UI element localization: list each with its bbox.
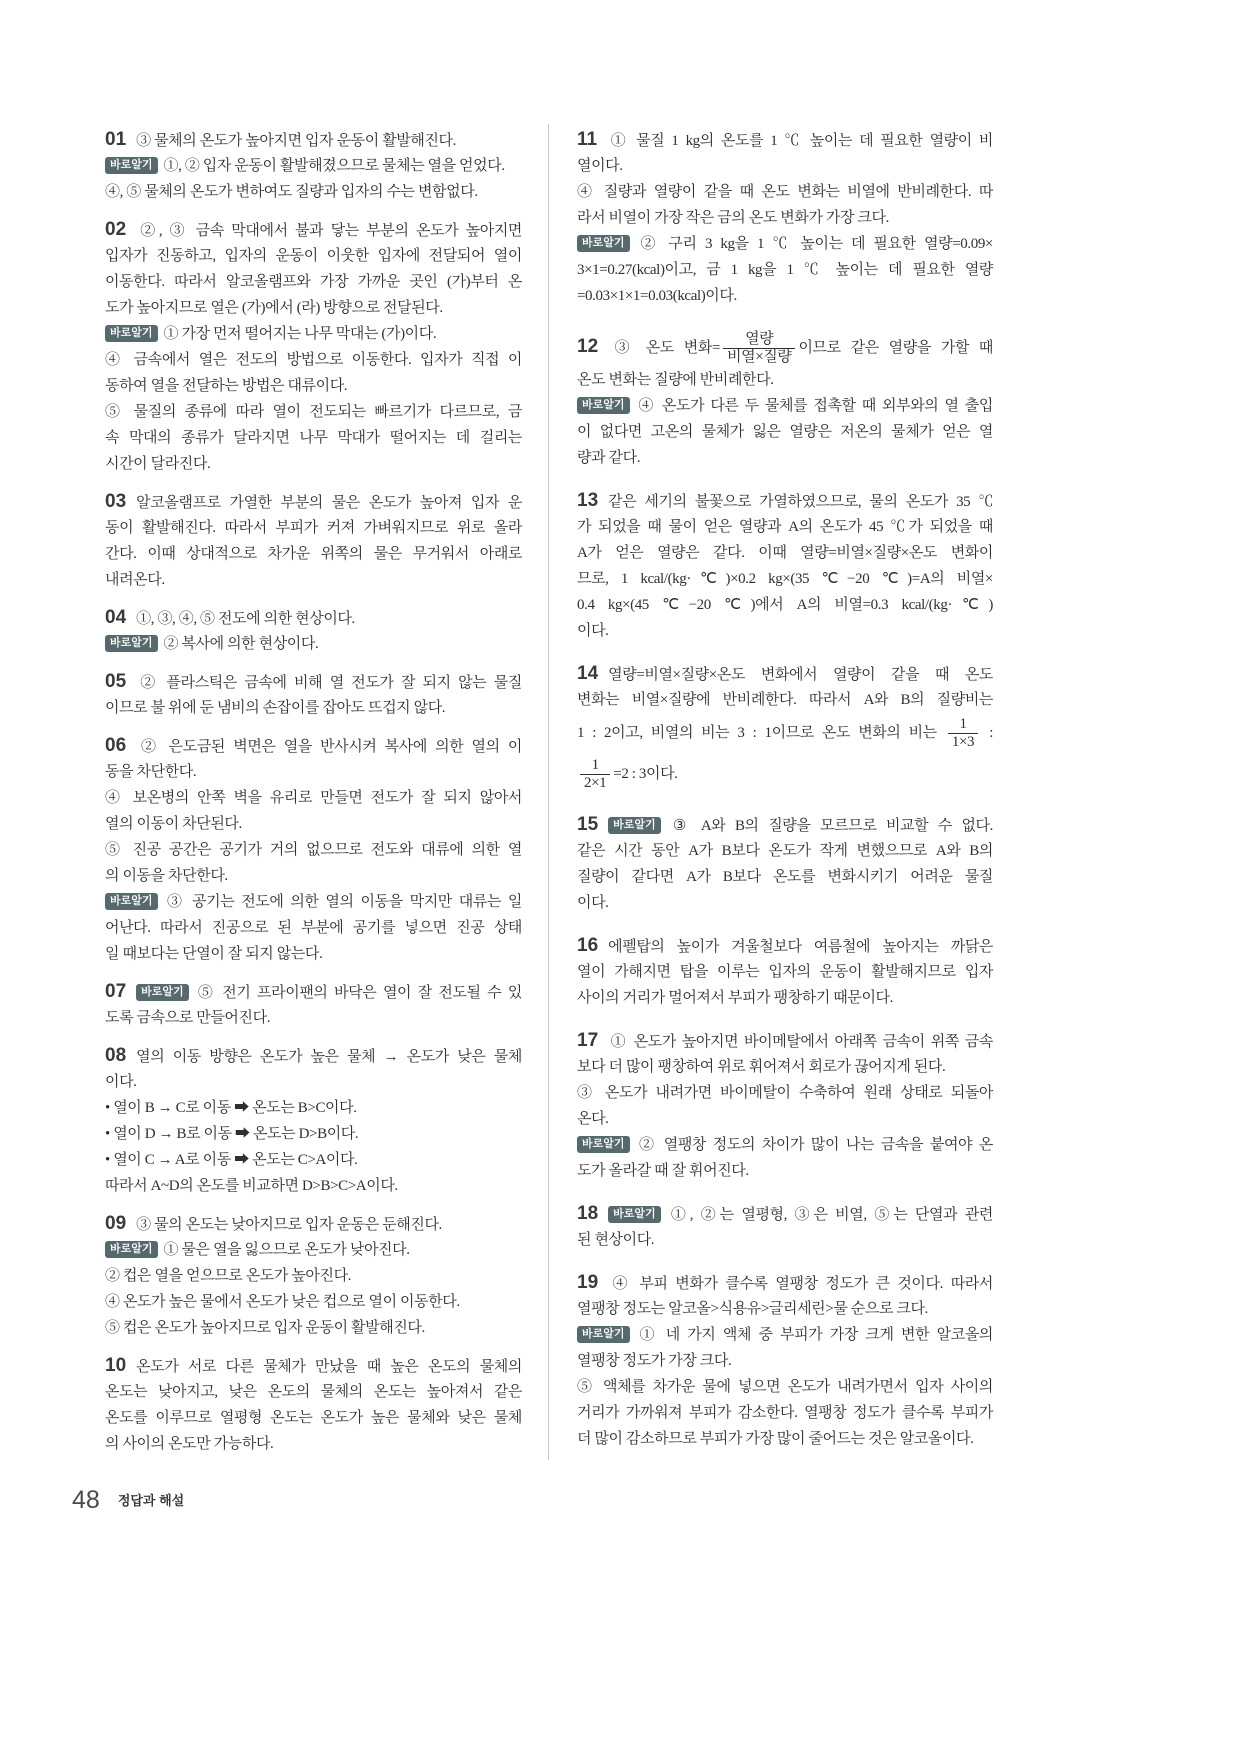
line-text: : xyxy=(981,725,994,741)
line-text: ② 구리 3 kg을 1 ℃ 높이는 데 필요한 열량=0.09× xyxy=(635,236,993,252)
answer-item xyxy=(577,1201,993,1253)
correction-badge: 바로알기 xyxy=(105,325,158,342)
text-line xyxy=(577,1132,993,1158)
page-number: 48 xyxy=(72,1486,100,1514)
item-number: 15 xyxy=(577,814,599,835)
line-text: ③ 온도 변화= xyxy=(608,340,721,356)
correction-badge: 바로알기 xyxy=(577,397,630,414)
line-text: ① 온도가 높아지면 바이메탈에서 아래쪽 금속이 위쪽 금속 xyxy=(608,1034,993,1050)
line-text: ⑤ 컵은 온도가 높아지므로 입자 운동이 활발해진다. xyxy=(105,1320,425,1336)
text-line xyxy=(577,1054,993,1080)
line-text: 가 되었을 때 물이 얻은 열량과 A의 온도가 45 ℃가 되었을 때 xyxy=(577,519,993,535)
line-text: 시간이 달라진다. xyxy=(105,456,211,472)
line-text: ⑤ 액체를 차가운 물에 넣으면 온도가 내려가면서 입자 사이의 xyxy=(577,1379,993,1395)
text-line xyxy=(105,811,522,837)
text-line xyxy=(577,864,993,890)
line-text: ④ 보온병의 안쪽 벽을 유리로 만들면 전도가 잘 되지 않아서 xyxy=(105,790,522,806)
text-line xyxy=(577,540,993,566)
line-text: • 열이 D → B로 이동 ➡ 온도는 D>B이다. xyxy=(105,1126,359,1142)
item-number: 09 xyxy=(105,1213,127,1234)
line-text: ⑤ 물질의 종류에 따라 열이 전도되는 빠르기가 다르므로, 금 xyxy=(105,404,522,420)
text-line xyxy=(105,347,522,373)
item-number: 16 xyxy=(577,935,599,956)
answer-item xyxy=(577,127,993,309)
text-line xyxy=(577,326,993,367)
answer-item xyxy=(105,605,522,657)
line-text: ③ 공기는 전도에 의한 열의 이동을 막지만 대류는 일 xyxy=(163,894,522,910)
line-text: ④ 부피 변화가 클수록 열팽창 정도가 큰 것이다. 따라서 xyxy=(608,1276,993,1292)
text-line xyxy=(105,669,522,695)
text-line xyxy=(577,127,993,153)
line-text: 동을 차단한다. xyxy=(105,764,197,780)
text-line xyxy=(105,785,522,811)
item-number: 12 xyxy=(577,336,599,357)
column-divider xyxy=(548,124,549,1460)
answer-item xyxy=(577,812,993,916)
text-line xyxy=(105,837,522,863)
text-line xyxy=(105,1147,522,1173)
answer-item xyxy=(577,661,993,795)
line-text: A가 얻은 열량은 같다. 이때 열량=비열×질량×온도 변화이 xyxy=(577,545,993,561)
text-line xyxy=(105,217,522,243)
line-text: ④ 금속에서 열은 전도의 방법으로 이동한다. 입자가 직접 이 xyxy=(105,352,522,368)
text-line xyxy=(577,713,993,754)
text-line xyxy=(105,321,522,347)
text-line xyxy=(105,631,522,657)
text-line xyxy=(105,759,522,785)
text-line xyxy=(577,205,993,231)
text-line xyxy=(577,1106,993,1132)
text-line xyxy=(577,445,993,471)
line-text: 온다. xyxy=(577,1111,609,1127)
text-line xyxy=(105,863,522,889)
text-line xyxy=(577,1296,993,1322)
answer-item xyxy=(105,669,522,721)
fraction-denominator: 2×1 xyxy=(584,775,607,792)
correction-badge: 바로알기 xyxy=(577,1136,630,1153)
line-text: 같은 세기의 불꽃으로 가열하였으므로, 물의 온도가 35 ℃ xyxy=(608,494,993,510)
text-line xyxy=(577,231,993,257)
line-text: 온도 변화는 질량에 반비례한다. xyxy=(577,372,774,388)
text-line xyxy=(577,959,993,985)
item-number: 07 xyxy=(105,981,127,1002)
line-text: ④ 질량과 열량이 같을 때 온도 변화는 비열에 반비례한다. 따 xyxy=(577,184,993,200)
line-text: 열팽창 정도가 가장 크다. xyxy=(577,1353,732,1369)
line-text: 간다. 이때 상대적으로 차가운 위쪽의 물은 무거워서 아래로 xyxy=(105,546,522,562)
line-text: ②, ③ 금속 막대에서 불과 닿는 부분의 온도가 높아지면 xyxy=(136,223,522,239)
text-line xyxy=(577,257,993,283)
text-line xyxy=(577,1400,993,1426)
correction-badge: 바로알기 xyxy=(577,1326,630,1343)
text-line xyxy=(577,283,993,309)
line-text: 이다. xyxy=(577,895,609,911)
item-number: 05 xyxy=(105,671,127,692)
line-text: 열이다. xyxy=(577,158,623,174)
line-text: ③ 온도가 내려가면 바이메탈이 수축하여 원래 상태로 되돌아 xyxy=(577,1085,993,1101)
text-line xyxy=(577,618,993,644)
line-text: 도가 올라갈 때 잘 휘어진다. xyxy=(577,1163,749,1179)
line-text: 이다. xyxy=(577,623,609,639)
line-text: ② 복사에 의한 현상이다. xyxy=(163,636,319,652)
line-text: 내려온다. xyxy=(105,572,165,588)
line-text: 라서 비열이 가장 작은 금의 온도 변화가 가장 크다. xyxy=(577,210,889,226)
answer-item xyxy=(577,933,993,1011)
text-line xyxy=(105,1095,522,1121)
item-number: 08 xyxy=(105,1045,127,1066)
line-text: ② 은도금된 벽면은 열을 반사시켜 복사에 의한 열의 이 xyxy=(136,739,522,755)
correction-badge: 바로알기 xyxy=(105,635,158,652)
fraction-numerator: 열량 xyxy=(723,331,795,349)
answer-item xyxy=(105,1353,522,1457)
line-text: 온도가 서로 다른 물체가 만났을 때 높은 온도의 물체의 xyxy=(136,1359,522,1375)
line-text: 속 막대의 종류가 달라지면 나무 막대가 떨어지는 데 걸리는 xyxy=(105,430,522,446)
item-number: 14 xyxy=(577,663,599,684)
text-line xyxy=(577,1270,993,1296)
line-text: 같은 시간 동안 A가 B보다 온도가 작게 변했으므로 A와 B의 xyxy=(577,843,993,859)
text-line xyxy=(105,399,522,425)
text-line xyxy=(577,933,993,959)
line-text: 온도를 이루므로 열평형 온도는 온도가 높은 물체와 낮은 물체 xyxy=(105,1410,522,1426)
text-line xyxy=(105,295,522,321)
text-line xyxy=(577,890,993,916)
line-text: 사이의 거리가 멀어져서 부피가 팽창하기 때문이다. xyxy=(577,990,893,1006)
item-number: 19 xyxy=(577,1272,599,1293)
text-line xyxy=(577,1374,993,1400)
fraction-numerator: 1 xyxy=(580,757,610,775)
line-text: ④, ⑤ 물체의 온도가 변하여도 질량과 입자의 수는 변함없다. xyxy=(105,184,478,200)
text-line xyxy=(577,1322,993,1348)
answer-item xyxy=(577,488,993,644)
line-text: 므로, 1 kcal/(kg·℃)×0.2 kg×(35 ℃−20 ℃)=A의 비열× xyxy=(577,571,993,587)
fraction xyxy=(948,716,978,751)
text-line xyxy=(577,1227,993,1253)
text-line xyxy=(105,979,522,1005)
text-line xyxy=(105,489,522,515)
line-text: 열량=비열×질량×온도 변화에서 열량이 같을 때 온도 xyxy=(608,667,993,683)
correction-badge: 바로알기 xyxy=(105,893,158,910)
text-line xyxy=(105,451,522,477)
line-text: 동하여 열을 전달하는 방법은 대류이다. xyxy=(105,378,348,394)
text-line xyxy=(105,243,522,269)
text-line xyxy=(105,515,522,541)
text-line xyxy=(105,889,522,915)
line-text: ② 열팽창 정도의 차이가 많이 나는 금속을 붙여야 온 xyxy=(635,1137,993,1153)
answer-item xyxy=(577,326,993,471)
text-line xyxy=(577,1080,993,1106)
line-text: 온도는 낮아지고, 낮은 온도의 물체의 온도는 높아져서 같은 xyxy=(105,1384,522,1400)
answer-item xyxy=(105,127,522,205)
line-text: 동이 활발해진다. 따라서 부피가 커져 가벼워지므로 위로 올라 xyxy=(105,520,522,536)
text-line xyxy=(105,179,522,205)
item-number: 06 xyxy=(105,735,127,756)
correction-badge: 바로알기 xyxy=(136,984,189,1001)
text-line xyxy=(577,687,993,713)
text-line xyxy=(577,1201,993,1227)
line-text: 따라서 A~D의 온도를 비교하면 D>B>C>A이다. xyxy=(105,1178,398,1194)
line-text: 열의 이동 방향은 온도가 높은 물체 → 온도가 낮은 물체 xyxy=(136,1049,522,1065)
answer-item xyxy=(577,1028,993,1184)
text-line xyxy=(577,179,993,205)
fraction-denominator: 1×3 xyxy=(951,734,975,751)
text-line xyxy=(105,1379,522,1405)
text-line xyxy=(577,419,993,445)
line-text: ①, ②는 열평형, ③은 비열, ⑤는 단열과 관련 xyxy=(666,1207,993,1223)
line-text: ⑤ 진공 공간은 공기가 거의 없으므로 전도와 대류에 의한 열 xyxy=(105,842,522,858)
answer-item xyxy=(105,1211,522,1341)
line-text: ③ A와 B의 질량을 모르므로 비교할 수 없다. xyxy=(666,818,993,834)
item-number: 04 xyxy=(105,607,127,628)
correction-badge: 바로알기 xyxy=(577,235,630,252)
answer-item xyxy=(105,979,522,1031)
line-text: ① 물질 1 kg의 온도를 1 ℃ 높이는 데 필요한 열량이 비 xyxy=(607,133,993,149)
item-number: 13 xyxy=(577,490,599,511)
text-line xyxy=(105,733,522,759)
line-text: ④ 온도가 높은 물에서 온도가 낮은 컵으로 열이 이동한다. xyxy=(105,1294,460,1310)
text-line xyxy=(105,127,522,153)
line-text: 일 때보다는 단열이 잘 되지 않는다. xyxy=(105,946,323,962)
text-line xyxy=(105,1353,522,1379)
item-number: 11 xyxy=(577,129,598,150)
line-text: ① 물은 열을 잃으므로 온도가 낮아진다. xyxy=(163,1242,410,1258)
line-text: 1 : 2이고, 비열의 비는 3 : 1이므로 온도 변화의 비는 xyxy=(577,725,945,741)
line-text: 에펠탑의 높이가 겨울철보다 여름철에 높아지는 까닭은 xyxy=(608,939,993,955)
fraction xyxy=(580,757,610,792)
answer-item xyxy=(105,733,522,967)
line-text: 거리가 가까워져 부피가 감소한다. 열팽창 정도가 클수록 부피가 xyxy=(577,1405,993,1421)
text-line xyxy=(577,985,993,1011)
line-text: 이동한다. 따라서 알코올램프와 가장 가까운 곳인 (가)부터 온 xyxy=(105,274,522,290)
line-text: 도록 금속으로 만들어진다. xyxy=(105,1010,271,1026)
text-line xyxy=(577,754,993,795)
text-line xyxy=(105,1431,522,1457)
text-line xyxy=(105,605,522,631)
text-line xyxy=(577,1158,993,1184)
fraction-numerator: 1 xyxy=(948,716,978,734)
line-text: 도가 높아지므로 열은 (가)에서 (라) 방향으로 전달된다. xyxy=(105,300,443,316)
line-text: 이므로 불 위에 둔 냄비의 손잡이를 잡아도 뜨겁지 않다. xyxy=(105,700,446,716)
line-text: 의 이동을 차단한다. xyxy=(105,868,228,884)
text-line xyxy=(105,153,522,179)
line-text: 열의 이동이 차단된다. xyxy=(105,816,242,832)
text-line xyxy=(577,514,993,540)
text-line xyxy=(577,1348,993,1374)
text-line xyxy=(105,1315,522,1341)
line-text: ①, ③, ④, ⑤ 전도에 의한 현상이다. xyxy=(136,611,355,627)
item-number: 17 xyxy=(577,1030,599,1051)
text-line xyxy=(577,1028,993,1054)
text-line xyxy=(105,1121,522,1147)
text-line xyxy=(105,1263,522,1289)
text-line xyxy=(105,941,522,967)
line-text: 질량이 같다면 A가 B보다 온도를 변화시키기 어려운 물질 xyxy=(577,869,993,885)
line-text: 의 사이의 온도만 가능하다. xyxy=(105,1436,274,1452)
text-line xyxy=(105,1173,522,1199)
text-line xyxy=(105,541,522,567)
line-text: 알코올램프로 가열한 부분의 물은 온도가 높아져 입자 운 xyxy=(136,495,522,511)
line-text: 이므로 같은 열량을 가할 때 xyxy=(798,340,993,356)
line-text: ③ 물체의 온도가 높아지면 입자 운동이 활발해진다. xyxy=(136,133,456,149)
item-number: 01 xyxy=(105,129,127,150)
answer-item xyxy=(577,1270,993,1452)
line-text: • 열이 B → C로 이동 ➡ 온도는 B>C이다. xyxy=(105,1100,357,1116)
answer-item xyxy=(105,489,522,593)
line-text: 더 많이 감소하므로 부피가 가장 많이 줄어드는 것은 알코올이다. xyxy=(577,1431,974,1447)
line-text: 변화는 비열×질량에 반비례한다. 따라서 A와 B의 질량비는 xyxy=(577,692,993,708)
line-text: ① 가장 먼저 떨어지는 나무 막대는 (가)이다. xyxy=(163,326,437,342)
text-line xyxy=(577,838,993,864)
page-footer xyxy=(72,1484,184,1516)
text-line xyxy=(105,915,522,941)
item-number: 10 xyxy=(105,1355,127,1376)
line-text: 0.4 kg×(45 ℃−20 ℃)에서 A의 비열=0.3 kcal/(kg·℃) xyxy=(577,597,993,613)
line-text: 어난다. 따라서 진공으로 된 부분에 공기를 넣으면 진공 상태 xyxy=(105,920,522,936)
text-line xyxy=(105,567,522,593)
text-line xyxy=(577,1426,993,1452)
line-text: 열이 가해지면 탑을 이루는 입자의 운동이 활발해지므로 입자 xyxy=(577,964,993,980)
line-text: 량과 같다. xyxy=(577,450,641,466)
correction-badge: 바로알기 xyxy=(105,157,158,174)
line-text: ④ 온도가 다른 두 물체를 접촉할 때 외부와의 열 출입 xyxy=(635,398,993,414)
text-line xyxy=(577,488,993,514)
correction-badge: 바로알기 xyxy=(608,1206,661,1223)
item-number: 02 xyxy=(105,219,127,240)
line-text: ② 컵은 열을 얻으므로 온도가 높아진다. xyxy=(105,1268,352,1284)
text-line xyxy=(105,1405,522,1431)
line-text: ⑤ 전기 프라이팬의 바닥은 열이 잘 전도될 수 있 xyxy=(194,985,522,1001)
line-text: 보다 더 많이 팽창하여 위로 휘어져서 회로가 끊어지게 된다. xyxy=(577,1059,946,1075)
line-text: • 열이 C → A로 이동 ➡ 온도는 C>A이다. xyxy=(105,1152,358,1168)
line-text: 열팽창 정도는 알코올>식용유>글리세린>물 순으로 크다. xyxy=(577,1301,928,1317)
item-number: 03 xyxy=(105,491,127,512)
fraction xyxy=(723,331,795,366)
text-line xyxy=(577,367,993,393)
answer-column-left xyxy=(105,127,522,1457)
correction-badge: 바로알기 xyxy=(608,817,661,834)
text-line xyxy=(105,1043,522,1069)
text-line xyxy=(577,566,993,592)
text-line xyxy=(105,1289,522,1315)
line-text: 입자가 진동하고, 입자의 운동이 이웃한 입자에 전달되어 열이 xyxy=(105,248,522,264)
answer-item xyxy=(105,1043,522,1199)
text-line xyxy=(105,373,522,399)
line-text: ③ 물의 온도는 낮아지므로 입자 운동은 둔해진다. xyxy=(136,1217,442,1233)
fraction-denominator: 비열×질량 xyxy=(727,349,792,366)
text-line xyxy=(577,153,993,179)
line-text: =2 : 3이다. xyxy=(613,766,678,782)
line-text: 이 없다면 고온의 물체가 잃은 열량은 저온의 물체가 얻은 열 xyxy=(577,424,993,440)
text-line xyxy=(105,1069,522,1095)
text-line xyxy=(105,1005,522,1031)
text-line xyxy=(105,1237,522,1263)
text-line xyxy=(105,425,522,451)
section-title: 정답과 해설 xyxy=(117,1493,185,1508)
line-text: 이다. xyxy=(105,1074,137,1090)
line-text: ①, ② 입자 운동이 활발해졌으므로 물체는 열을 얻었다. xyxy=(163,158,505,174)
text-line xyxy=(577,812,993,838)
line-text: 3×1=0.27(kcal)이고, 금 1 kg을 1 ℃ 높이는 데 필요한 열량 xyxy=(577,262,993,278)
text-line xyxy=(577,661,993,687)
correction-badge: 바로알기 xyxy=(105,1241,158,1258)
text-line xyxy=(577,592,993,618)
text-line xyxy=(105,1211,522,1237)
text-line xyxy=(577,393,993,419)
line-text: ② 플라스틱은 금속에 비해 열 전도가 잘 되지 않는 물질 xyxy=(136,675,522,691)
item-number: 18 xyxy=(577,1203,599,1224)
line-text: 된 현상이다. xyxy=(577,1232,655,1248)
text-line xyxy=(105,269,522,295)
line-text: ① 네 가지 액체 중 부피가 가장 크게 변한 알코올의 xyxy=(635,1327,993,1343)
answer-item xyxy=(105,217,522,477)
text-line xyxy=(105,695,522,721)
line-text: =0.03×1×1=0.03(kcal)이다. xyxy=(577,288,737,304)
answer-column-right xyxy=(577,127,993,1452)
